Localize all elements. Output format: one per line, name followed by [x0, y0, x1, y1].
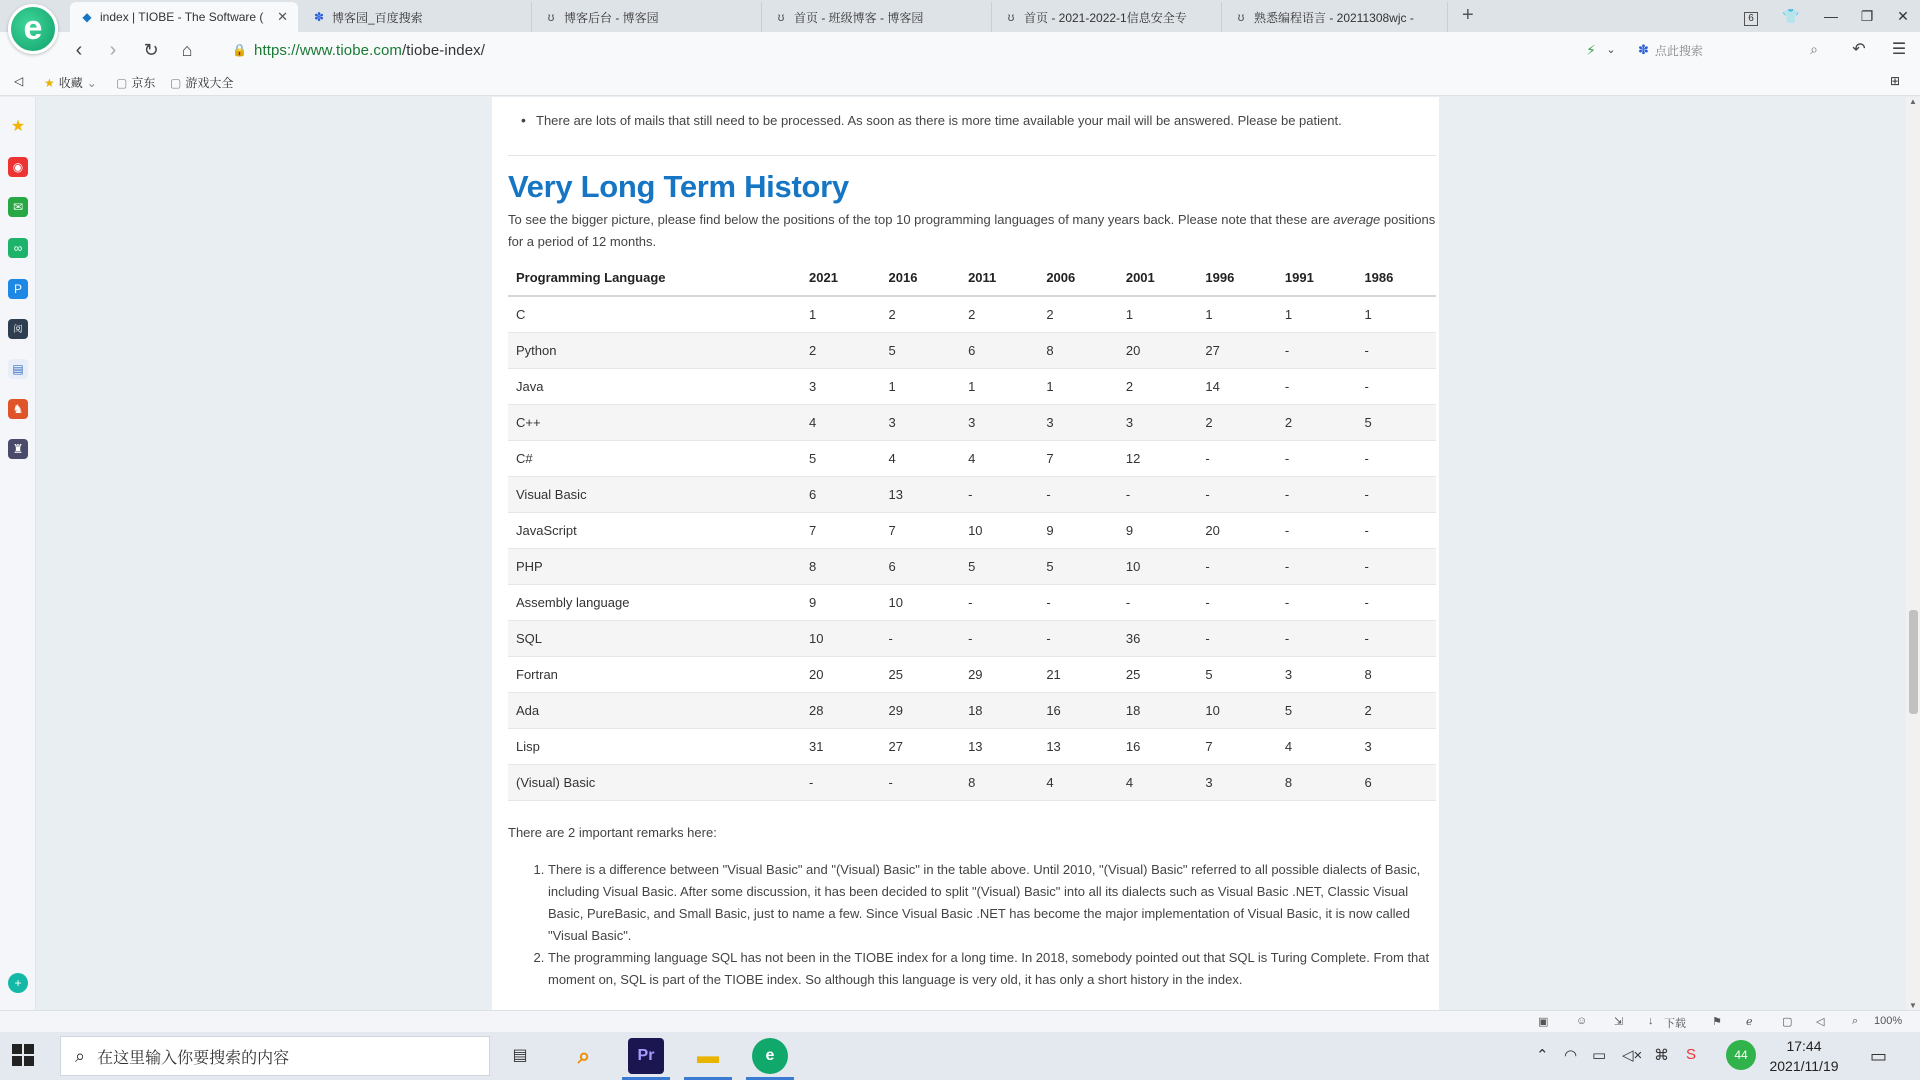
history-table — [508, 260, 1436, 801]
mute-icon[interactable]: ◁ — [1816, 1016, 1825, 1028]
rank-cell: - — [1356, 584, 1436, 620]
url-host: https://www.tiobe.com — [254, 41, 402, 59]
bookmark-jd[interactable] — [116, 74, 155, 91]
search-icon: ⌕ — [75, 1045, 86, 1066]
rank-cell: 1 — [801, 296, 881, 332]
scroll-thumb[interactable] — [1909, 610, 1918, 714]
page-icon: ▢ — [116, 75, 128, 90]
rank-cell: 10 — [1118, 548, 1198, 584]
network-icon[interactable]: ◠ — [1564, 1047, 1578, 1064]
rank-cell: 2 — [1197, 404, 1277, 440]
chevron-down-icon: ⌄ — [86, 75, 97, 90]
search-icon[interactable]: ⌕ — [1810, 41, 1818, 57]
rank-cell: 13 — [881, 476, 961, 512]
language-cell: Python — [508, 332, 801, 368]
clock-date: 2021/11/19 — [1769, 1058, 1839, 1074]
taskbar-search-input[interactable] — [60, 1036, 490, 1076]
feedback-icon[interactable]: ☺ — [1576, 1015, 1588, 1027]
rank-cell: 21 — [1038, 656, 1118, 692]
page-body — [492, 97, 1439, 1010]
battery-icon[interactable]: ▭ — [1592, 1047, 1607, 1064]
table-row — [508, 728, 1436, 764]
rank-cell: 5 — [1277, 692, 1357, 728]
rank-cell: - — [881, 764, 961, 800]
rank-cell: - — [1356, 368, 1436, 404]
table-body — [508, 296, 1436, 800]
rank-cell: 29 — [881, 692, 961, 728]
language-cell: Java — [508, 368, 801, 404]
rank-cell: 16 — [1038, 692, 1118, 728]
rank-cell: 8 — [1356, 656, 1436, 692]
menu-icon[interactable]: ☰ — [1891, 41, 1907, 58]
rank-cell: 5 — [1038, 548, 1118, 584]
rank-cell: 6 — [960, 332, 1038, 368]
wechat-tray-icon[interactable] — [1726, 1040, 1756, 1070]
screenshot-icon[interactable]: ▣ — [1538, 1016, 1549, 1028]
bookmark-favorites[interactable] — [44, 74, 101, 91]
rank-cell: 5 — [881, 332, 961, 368]
tab-baidu[interactable] — [302, 2, 532, 32]
tray-badge: 44 — [1734, 1048, 1748, 1062]
premiere-label: Pr — [637, 1047, 655, 1064]
rank-cell: 4 — [1277, 728, 1357, 764]
rank-cell: 5 — [801, 440, 881, 476]
secure-lock-icon: 🔒 — [232, 43, 247, 57]
rank-cell: 9 — [1038, 512, 1118, 548]
rank-cell: 36 — [1118, 620, 1198, 656]
language-cell: C++ — [508, 404, 801, 440]
tab-title: index | TIOBE - The Software ( — [100, 10, 264, 24]
close-window-icon[interactable]: ✕ — [1897, 8, 1909, 24]
rank-cell: - — [1197, 476, 1277, 512]
rank-cell: - — [1038, 476, 1118, 512]
clock-time: 17:44 — [1786, 1038, 1822, 1054]
favorites-star-icon[interactable]: ★ — [10, 118, 26, 135]
rank-cell: - — [960, 476, 1038, 512]
rank-cell: 3 — [881, 404, 961, 440]
rank-cell: 27 — [1197, 332, 1277, 368]
language-cell: C# — [508, 440, 801, 476]
table-row — [508, 656, 1436, 692]
tab-strip — [0, 0, 1920, 47]
browser-app-icon[interactable]: e — [752, 1038, 788, 1074]
cnblogs-favicon-icon: ʊ — [547, 10, 555, 24]
rank-cell: - — [960, 620, 1038, 656]
rank-cell: 3 — [1118, 404, 1198, 440]
rank-cell: - — [1277, 620, 1357, 656]
add-sidebar-icon[interactable]: + — [8, 973, 28, 993]
rank-cell: 7 — [1038, 440, 1118, 476]
rank-cell: 7 — [881, 512, 961, 548]
section-title: Very Long Term History — [508, 169, 849, 204]
intro-text: To see the bigger picture, please find below the positions of the top 10 programming languages of many years back. Please note that these are — [508, 212, 1334, 227]
rank-cell: 4 — [1118, 764, 1198, 800]
tab-title: 首页 - 班级博客 - 博客园 — [794, 10, 924, 25]
rank-cell: 1 — [1277, 296, 1357, 332]
rank-cell: 16 — [1118, 728, 1198, 764]
rank-cell: 6 — [801, 476, 881, 512]
bookmark-games[interactable] — [170, 74, 233, 91]
table-row — [508, 296, 1436, 332]
rank-cell: 6 — [1356, 764, 1436, 800]
rank-cell: 2 — [1356, 692, 1436, 728]
rank-cell: 4 — [881, 440, 961, 476]
rank-cell: - — [1038, 620, 1118, 656]
flag-icon[interactable]: ⚑ — [1712, 1016, 1722, 1028]
window-icon[interactable]: ▢ — [1782, 1016, 1793, 1028]
rank-cell: - — [1356, 476, 1436, 512]
language-cell: Ada — [508, 692, 801, 728]
rank-cell: 7 — [1197, 728, 1277, 764]
tab-count-badge: 6 — [1744, 12, 1758, 26]
language-cell: Fortran — [508, 656, 801, 692]
rank-cell: - — [801, 764, 881, 800]
tab-title: 熟悉编程语言 - 20211308wjc - — [1254, 10, 1414, 25]
intro-text-end: positions for a period of 12 months. — [508, 212, 1436, 249]
search-placeholder: 点此搜索 — [1654, 43, 1703, 58]
rank-cell: - — [1356, 332, 1436, 368]
windows-taskbar — [0, 1032, 1920, 1080]
language-cell: C — [508, 296, 801, 332]
language-cell: SQL — [508, 620, 801, 656]
rank-cell: - — [1277, 440, 1357, 476]
cnblogs-favicon-icon: ʊ — [777, 10, 785, 24]
task-view-icon[interactable]: ▤ — [512, 1047, 528, 1064]
rank-cell: 27 — [881, 728, 961, 764]
mode-dropdown-icon[interactable]: ⌄ — [1606, 44, 1616, 56]
download-arrow-icon[interactable]: ↓ — [1648, 1015, 1654, 1027]
rank-cell: - — [1197, 440, 1277, 476]
page-icon: ▢ — [170, 75, 182, 90]
star-icon: ★ — [44, 75, 55, 90]
game-app-2-icon[interactable]: ♜ — [8, 439, 28, 459]
rank-cell: 13 — [1038, 728, 1118, 764]
speed-mode-icon[interactable]: ⚡ — [1586, 42, 1596, 58]
column-header: 2016 — [881, 260, 961, 296]
table-row — [508, 404, 1436, 440]
rank-cell: 10 — [881, 584, 961, 620]
rank-cell: 5 — [1197, 656, 1277, 692]
rank-cell: - — [1277, 332, 1357, 368]
cnblogs-favicon-icon: ʊ — [1007, 10, 1015, 24]
cloud-link-icon[interactable]: ∞ — [8, 238, 28, 258]
rank-cell: 1 — [1118, 296, 1198, 332]
browser-status-bar — [0, 1010, 1920, 1032]
rank-cell: - — [1356, 440, 1436, 476]
language-cell: Assembly language — [508, 584, 801, 620]
tiobe-favicon-icon: ◆ — [82, 10, 92, 24]
weibo-icon[interactable]: ◉ — [8, 157, 28, 177]
divider — [508, 155, 1436, 156]
address-toolbar — [0, 32, 1920, 68]
rank-cell: 3 — [1356, 728, 1436, 764]
sidebar-toggle-icon[interactable]: ◁ — [14, 74, 24, 88]
tab-cnblogs-admin[interactable] — [534, 2, 762, 32]
zoom-icon[interactable]: ⌕ — [1852, 1015, 1859, 1027]
rank-cell: - — [1118, 584, 1198, 620]
rank-cell: 3 — [1277, 656, 1357, 692]
browser-logo-icon[interactable]: e — [8, 4, 58, 54]
rank-cell: 4 — [801, 404, 881, 440]
column-header: 2011 — [960, 260, 1038, 296]
sogou-icon[interactable]: S — [1686, 1046, 1697, 1063]
rank-cell: 25 — [881, 656, 961, 692]
windows-start-icon[interactable] — [12, 1044, 36, 1068]
rank-cell: 4 — [1038, 764, 1118, 800]
table-row — [508, 692, 1436, 728]
rank-cell: 10 — [960, 512, 1038, 548]
document-icon[interactable]: ▤ — [8, 359, 28, 379]
language-cell: (Visual) Basic — [508, 764, 801, 800]
table-row — [508, 764, 1436, 800]
rank-cell: 4 — [960, 440, 1038, 476]
rank-cell: 8 — [960, 764, 1038, 800]
url-path: /tiobe-index/ — [402, 41, 486, 59]
rank-cell: 13 — [960, 728, 1038, 764]
column-header: 2001 — [1118, 260, 1198, 296]
rank-cell: 1 — [881, 368, 961, 404]
rank-cell: - — [1277, 584, 1357, 620]
tab-title: 博客园_百度搜索 — [332, 10, 423, 25]
rank-cell: 2 — [1277, 404, 1357, 440]
volume-muted-icon[interactable]: ◁× — [1622, 1047, 1643, 1064]
taskbar-clock[interactable] — [1764, 1036, 1844, 1076]
language-cell: Visual Basic — [508, 476, 801, 512]
search-app-icon[interactable]: ⌕ — [577, 1043, 591, 1068]
page-viewport — [37, 97, 1906, 1010]
minimize-icon[interactable]: — — [1824, 8, 1838, 24]
notification-icon[interactable]: ▭ — [1870, 1046, 1888, 1066]
rank-cell: - — [1277, 512, 1357, 548]
bookmark-label: 游戏大全 — [185, 76, 234, 90]
ie-mode-icon[interactable]: ℯ — [1746, 1016, 1753, 1028]
scroll-down-icon[interactable]: ▼ — [1909, 1001, 1917, 1010]
table-row — [508, 368, 1436, 404]
url-text[interactable] — [254, 42, 485, 59]
premiere-app-icon[interactable] — [628, 1038, 664, 1074]
column-header: Programming Language — [508, 260, 801, 296]
rank-cell: 3 — [1038, 404, 1118, 440]
rank-cell: - — [1197, 584, 1277, 620]
rank-cell: 2 — [801, 332, 881, 368]
rank-cell: 1 — [960, 368, 1038, 404]
search-input[interactable] — [1638, 38, 1818, 62]
rank-cell: 9 — [1118, 512, 1198, 548]
rank-cell: 9 — [801, 584, 881, 620]
rank-cell: - — [1277, 368, 1357, 404]
bookmark-label: 京东 — [131, 76, 156, 90]
rank-cell: 1 — [1356, 296, 1436, 332]
table-row — [508, 620, 1436, 656]
column-header: 2006 — [1038, 260, 1118, 296]
rank-cell: 3 — [1197, 764, 1277, 800]
search-placeholder: 在这里输入你要搜索的内容 — [97, 1049, 290, 1067]
mail-icon[interactable]: ✉ — [8, 197, 28, 217]
rank-cell: 8 — [801, 548, 881, 584]
rank-cell: 14 — [1197, 368, 1277, 404]
tab-programming-lang[interactable] — [1224, 2, 1448, 32]
cnblogs-favicon-icon: ʊ — [1237, 10, 1245, 24]
rank-cell: - — [1277, 476, 1357, 512]
restore-icon[interactable]: ❐ — [1860, 8, 1874, 24]
tab-infosec[interactable] — [994, 2, 1222, 32]
table-row — [508, 584, 1436, 620]
tab-title: 博客后台 - 博客园 — [564, 10, 659, 25]
rank-cell: - — [881, 620, 961, 656]
rank-cell: - — [1038, 584, 1118, 620]
pin-icon[interactable]: ⇲ — [1614, 1016, 1624, 1028]
remark-item: 1. There is a difference between "Visual Basic" and "(Visual) Basic" in the table above. Until 2010, "(Visual) Basic" referred to all possible dialects of Basic, including Visual Basic. After some discussion, it has been decided to split "(Visual) Basic" into all its dialects such as Visual Basic .NET, Classic Visual Basic, PureBasic, and Small Basic, just to name a few. Since Visual Basic .NET has become the major implementation of Visual Basic, it is now called "Visual Basic". — [548, 859, 1438, 947]
file-explorer-icon[interactable]: ▬ — [690, 1038, 726, 1074]
rank-cell: 6 — [881, 548, 961, 584]
table-row — [508, 332, 1436, 368]
rank-cell: 18 — [1118, 692, 1198, 728]
new-tab-icon[interactable]: + — [1462, 4, 1474, 26]
remarks-list — [548, 859, 1438, 991]
vertical-scrollbar[interactable] — [1906, 97, 1920, 1010]
table-header-row — [508, 260, 1436, 296]
remarks-intro: There are 2 important remarks here: — [508, 825, 717, 840]
download-label[interactable]: 下载 — [1664, 1018, 1686, 1030]
rank-cell: 29 — [960, 656, 1038, 692]
bookmarks-bar — [0, 68, 1920, 96]
rank-cell: 10 — [801, 620, 881, 656]
tab-title: 首页 - 2021-2022-1信息安全专 — [1024, 10, 1187, 25]
rank-cell: 2 — [1118, 368, 1198, 404]
home-icon[interactable]: ⌂ — [181, 40, 193, 60]
bookmark-label: 收藏 — [58, 76, 83, 90]
rank-cell: 1 — [1038, 368, 1118, 404]
rank-cell: 5 — [1356, 404, 1436, 440]
rank-cell: - — [1356, 512, 1436, 548]
rank-cell: 18 — [960, 692, 1038, 728]
rank-cell: 1 — [1197, 296, 1277, 332]
column-header: 1991 — [1277, 260, 1357, 296]
section-intro — [508, 209, 1436, 253]
tab-tiobe[interactable] — [70, 2, 298, 32]
address-bar[interactable] — [232, 37, 1602, 63]
mail-notice: • There are lots of mails that still need to be processed. As soon as there is more time available your mail will be answered. Please be patient. — [536, 113, 1342, 128]
rank-cell: 2 — [881, 296, 961, 332]
rank-cell: 3 — [960, 404, 1038, 440]
tab-class-blog[interactable] — [764, 2, 992, 32]
scroll-up-icon[interactable]: ▲ — [1909, 97, 1917, 106]
tray-expand-icon[interactable]: ⌃ — [1536, 1047, 1549, 1064]
ime-icon[interactable]: ⌘ — [1654, 1047, 1669, 1064]
zoom-level[interactable]: 100% — [1874, 1015, 1903, 1027]
rank-cell: - — [1118, 476, 1198, 512]
back-icon[interactable]: ‹ — [75, 39, 83, 61]
language-cell: Lisp — [508, 728, 801, 764]
rank-cell: 3 — [801, 368, 881, 404]
table-row — [508, 512, 1436, 548]
baidu-favicon-icon: ✽ — [313, 10, 325, 24]
language-cell: PHP — [508, 548, 801, 584]
column-header: 2021 — [801, 260, 881, 296]
rank-cell: 20 — [1118, 332, 1198, 368]
baidu-paw-icon: ✽ — [1638, 42, 1649, 57]
rank-cell: 8 — [1277, 764, 1357, 800]
reader-app-icon[interactable]: 阅 — [8, 319, 28, 339]
tab-count-button[interactable] — [1736, 4, 1766, 28]
rank-cell: 2 — [1038, 296, 1118, 332]
rank-cell: 31 — [801, 728, 881, 764]
intro-emphasis: average — [1333, 212, 1381, 227]
game-app-icon[interactable]: ♞ — [8, 399, 28, 419]
rank-cell: 20 — [801, 656, 881, 692]
column-header: 1986 — [1356, 260, 1436, 296]
column-header: 1996 — [1197, 260, 1277, 296]
rank-cell: - — [1197, 548, 1277, 584]
forward-icon[interactable]: › — [109, 39, 117, 61]
skin-icon[interactable]: 👕 — [1782, 8, 1800, 24]
rank-cell: 2 — [960, 296, 1038, 332]
tab-close-icon[interactable]: ✕ — [277, 9, 288, 24]
rank-cell: 25 — [1118, 656, 1198, 692]
rank-cell: - — [960, 584, 1038, 620]
rank-cell: - — [1277, 548, 1357, 584]
undo-close-icon[interactable]: ↶ — [1852, 41, 1866, 58]
p-app-icon[interactable]: P — [8, 279, 28, 299]
table-row — [508, 476, 1436, 512]
rank-cell: - — [1356, 548, 1436, 584]
rank-cell: - — [1197, 620, 1277, 656]
rank-cell: 8 — [1038, 332, 1118, 368]
rank-cell: 5 — [960, 548, 1038, 584]
table-row — [508, 440, 1436, 476]
grid-apps-icon[interactable]: ⊞ — [1890, 74, 1901, 88]
reload-icon[interactable]: ↻ — [143, 40, 159, 60]
remark-item: 2. The programming language SQL has not been in the TIOBE index for a long time. In 2018, somebody pointed out that SQL is Turing Complete. From that moment on, SQL is part of the TIOBE index. So although this language is very old, it has only a short history in the index. — [548, 947, 1438, 991]
rank-cell: 12 — [1118, 440, 1198, 476]
rank-cell: 10 — [1197, 692, 1277, 728]
rank-cell: 28 — [801, 692, 881, 728]
rank-cell: 20 — [1197, 512, 1277, 548]
table-row — [508, 548, 1436, 584]
rank-cell: 7 — [801, 512, 881, 548]
side-panel — [0, 97, 36, 1010]
rank-cell: - — [1356, 620, 1436, 656]
language-cell: JavaScript — [508, 512, 801, 548]
